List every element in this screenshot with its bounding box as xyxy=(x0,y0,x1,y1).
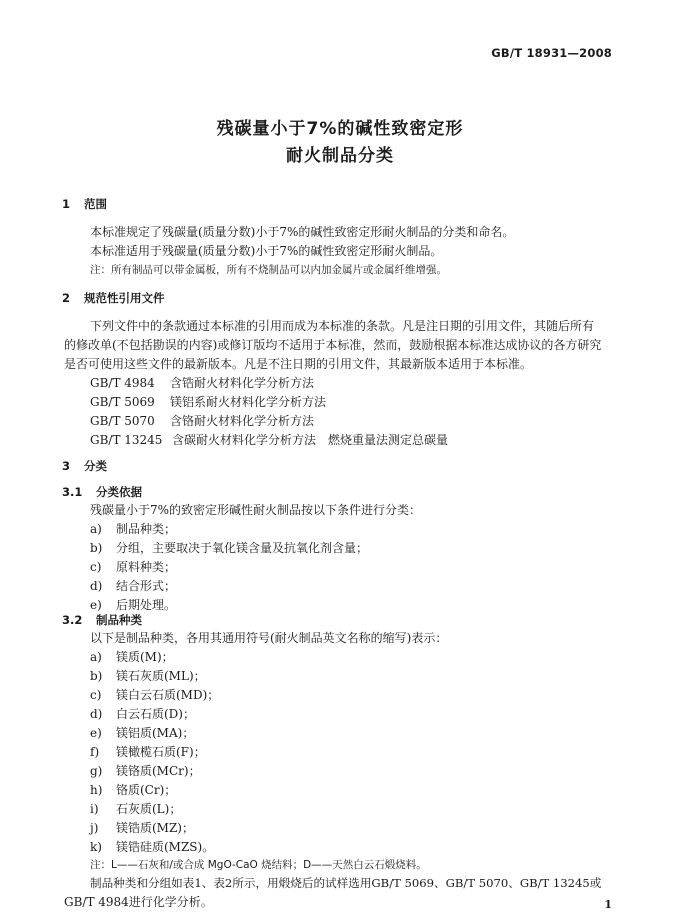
list-item xyxy=(90,539,368,556)
section-3-heading xyxy=(62,458,107,474)
section-number: 3.2 xyxy=(62,613,83,627)
section-title: 分类 xyxy=(84,459,107,473)
list-text: 镁橄榄石质(F)； xyxy=(116,745,206,759)
list-item xyxy=(90,762,201,779)
section-number: 2 xyxy=(62,291,71,305)
closing-paragraph-line2: GB/T 4984进行化学分析。 xyxy=(64,895,213,909)
section-title: 范围 xyxy=(84,197,107,211)
section-number: 1 xyxy=(62,197,71,211)
reference-code: GB/T 5070 xyxy=(90,414,155,428)
reference-title: 含碳耐火材料化学分析方法 燃烧重量法测定总碳量 xyxy=(172,433,449,447)
references-paragraph-line3: 是否可使用这些文件的最新版本。凡是不注日期的引用文件，其最新版本适用于本标准。 xyxy=(64,357,533,371)
list-label: i) xyxy=(90,802,99,816)
list-item xyxy=(90,686,219,703)
list-text: 结合形式； xyxy=(116,579,177,593)
list-item xyxy=(90,819,194,836)
list-label: c) xyxy=(90,560,102,574)
list-text: 镁锆质(MZ)； xyxy=(116,821,194,835)
classification-basis-intro: 残碳量小于7%的致密定形碱性耐火制品按以下条件进行分类： xyxy=(90,503,422,517)
reference-code: GB/T 13245 xyxy=(90,433,163,447)
list-label: c) xyxy=(90,688,102,702)
list-text: 镁白云石质(MD)； xyxy=(116,688,220,702)
reference-item xyxy=(90,431,448,448)
list-label: e) xyxy=(90,726,102,740)
section-3-1-heading xyxy=(62,484,142,500)
reference-title: 含锆耐火材料化学分析方法 xyxy=(170,376,315,390)
list-label: k) xyxy=(90,840,102,854)
document-title-line2: 耐火制品分类 xyxy=(286,146,394,166)
list-text: 原料种类； xyxy=(116,560,177,574)
reference-item xyxy=(90,393,326,410)
list-label: g) xyxy=(90,764,103,778)
list-item xyxy=(90,577,176,594)
references-paragraph-line1: 下列文件中的条款通过本标准的引用而成为本标准的条款。凡是注日期的引用文件，其随后所有 xyxy=(90,319,595,333)
list-item xyxy=(90,596,176,613)
list-label: d) xyxy=(90,707,103,721)
list-item xyxy=(90,705,195,722)
list-text: 镁石灰质(ML)； xyxy=(116,669,206,683)
list-text: 分组，主要取决于氧化镁含量及抗氧化剂含量； xyxy=(116,541,369,555)
product-types-note: 注：L——石灰和/或合成 MgO-CaO 烧结料；D——天然白云石煅烧料。 xyxy=(90,859,427,871)
section-number: 3.1 xyxy=(62,485,83,499)
document-title-line1: 残碳量小于7%的碱性致密定形 xyxy=(216,119,464,139)
product-types-intro: 以下是制品种类，各用其通用符号(耐火制品英文名称的缩写)表示： xyxy=(90,631,448,645)
scope-note: 注：所有制品可以带金属板，所有不烧制品可以内加金属片或金属纤维增强。 xyxy=(90,264,447,276)
list-text: 镁铝质(MA)； xyxy=(116,726,195,740)
list-label: b) xyxy=(90,541,103,555)
list-item xyxy=(90,838,214,855)
list-item xyxy=(90,520,176,537)
section-title: 制品种类 xyxy=(96,613,142,627)
list-item xyxy=(90,743,206,760)
closing-paragraph-line1: 制品种类和分组如表1、表2所示，用煅烧后的试样选用GB/T 5069、GB/T 5070、GB/T 13245或 xyxy=(90,876,602,890)
list-text: 镁锆硅质(MZS)。 xyxy=(116,840,215,854)
standard-code: GB/T 18931—2008 xyxy=(491,46,612,60)
list-text: 石灰质(L)； xyxy=(116,802,182,816)
page-number: 1 xyxy=(604,898,612,911)
reference-item xyxy=(90,412,314,429)
section-3-2-heading xyxy=(62,612,142,628)
section-1-heading xyxy=(62,196,107,212)
scope-paragraph-1: 本标准规定了残碳量(质量分数)小于7%的碱性致密定形耐火制品的分类和命名。 xyxy=(90,225,515,239)
section-number: 3 xyxy=(62,459,71,473)
reference-code: GB/T 4984 xyxy=(90,376,155,390)
scope-paragraph-2: 本标准适用于残碳量(质量分数)小于7%的碱性致密定形耐火制品。 xyxy=(90,244,443,258)
reference-code: GB/T 5069 xyxy=(90,395,155,409)
list-item xyxy=(90,800,181,817)
list-label: d) xyxy=(90,579,103,593)
section-title: 规范性引用文件 xyxy=(84,291,165,305)
reference-item xyxy=(90,374,314,391)
section-title: 分类依据 xyxy=(96,485,142,499)
list-text: 制品种类； xyxy=(116,522,177,536)
list-item xyxy=(90,667,206,684)
list-text: 后期处理。 xyxy=(116,598,177,612)
list-text: 镁质(M)； xyxy=(116,650,174,664)
list-item xyxy=(90,724,194,741)
section-2-heading xyxy=(62,290,165,306)
list-item xyxy=(90,648,174,665)
list-text: 白云石质(D)； xyxy=(116,707,195,721)
list-label: a) xyxy=(90,522,102,536)
list-label: j) xyxy=(90,821,99,835)
list-item xyxy=(90,781,176,798)
list-label: h) xyxy=(90,783,103,797)
list-text: 铬质(Cr)； xyxy=(116,783,177,797)
references-paragraph-line2: 的修改单(不包括勘误的内容)或修订版均不适用于本标准，然而，鼓励根据本标准达成协议的各方研究 xyxy=(64,338,602,352)
list-label: b) xyxy=(90,669,103,683)
list-label: e) xyxy=(90,598,102,612)
reference-title: 镁铝系耐火材料化学分析方法 xyxy=(170,395,327,409)
list-item xyxy=(90,558,176,575)
list-label: a) xyxy=(90,650,102,664)
list-label: f) xyxy=(90,745,100,759)
list-text: 镁铬质(MCr)； xyxy=(116,764,201,778)
reference-title: 含铬耐火材料化学分析方法 xyxy=(170,414,315,428)
